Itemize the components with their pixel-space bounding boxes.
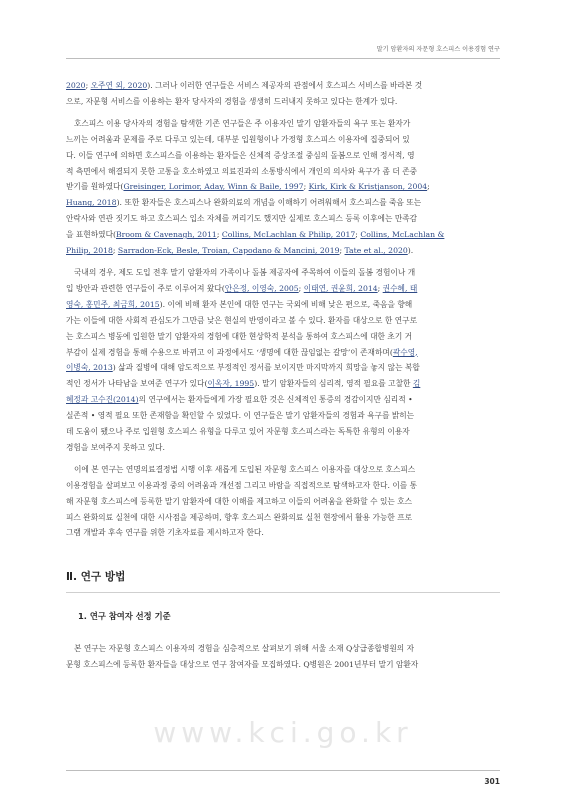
text-line (66, 116, 500, 132)
text-line (66, 345, 500, 361)
text-line (66, 478, 500, 494)
text-line (66, 243, 500, 259)
text-run: ). 그러나 이러한 연구들은 서비스 제공자의 관점에서 호스피스 서비스를 바라본 것 (147, 81, 423, 90)
citation-link[interactable]: Collins, McLachlan & Philip, 2017 (221, 230, 356, 240)
section-title-methods: Ⅱ. 연구 방법 (66, 562, 500, 593)
citation-link[interactable]: Sarradon-Eck, Besle, Troian, Capodano & Mancini, 2019 (117, 246, 340, 256)
citation-link[interactable]: 곽수영, (392, 347, 418, 357)
paragraph-3 (66, 265, 500, 456)
text-line (66, 297, 500, 313)
text-run: 다. 이들 연구에 의하면 호스피스를 이용하는 환자들은 신체적 증상조절 중심의 돌봄으로 인해 정서적, 영 (66, 150, 415, 160)
text-line (66, 510, 500, 526)
text-run: 호스피스 이용 당사자의 경험을 탐색한 기존 연구들은 주 이용자인 말기 암환자들의 욕구 또는 환자가 (74, 118, 411, 128)
text-run: ). 또한 환자들은 호스피스나 완화의료의 개념을 이해하기 어려워해서 호스피스를 죽음 또는 (116, 198, 422, 208)
citation-link[interactable]: 혜정과 고수진(2014) (66, 395, 139, 405)
text-line (66, 132, 500, 148)
text-line (66, 360, 500, 376)
text-run: 적인 정서가 나타남을 보여준 연구가 있다( (66, 379, 208, 389)
text-run: ; (427, 182, 430, 192)
text-line (66, 313, 500, 329)
text-run: ; (377, 283, 383, 293)
text-run: 을 표현하였다( (66, 230, 116, 240)
text-run: ). 이에 비해 환자 본인에 대한 연구는 국외에 비해 낮은 편으로, 죽음을 향해 (159, 299, 413, 309)
text-run: 피스 완화의료 실천에 대한 시사점을 제공하며, 향후 호스피스 완화의료 실천 현장에서 활용 가능한 프로 (66, 512, 413, 522)
citation-link[interactable]: 권수혜, 태 (382, 283, 418, 293)
text-run: 데 도움이 됐으나 주로 입원형 호스피스 유형을 다루고 있어 자문형 호스피스라는 독특한 유형의 이용자 (66, 427, 410, 437)
text-run: 입 방안과 관련한 연구들이 주로 이루어져 왔다( (66, 283, 225, 293)
text-line (66, 148, 500, 164)
text-line (66, 195, 500, 211)
text-run: 경험을 보여주지 못하고 있다. (66, 442, 165, 452)
citation-link[interactable]: 이태연, 권윤희, 2014 (303, 283, 378, 293)
text-run: 으로, 자문형 서비스를 이용하는 환자 당사자의 경험을 생생히 드러내지 못하고 있다는 한계가 있다. (66, 96, 398, 106)
text-run: 그램 개발과 후속 연구를 위한 기초자료를 제시하고자 한다. (66, 528, 264, 538)
text-line (66, 525, 500, 541)
text-line (66, 376, 500, 392)
text-line (66, 94, 500, 110)
text-line (66, 265, 500, 281)
text-run: ; (216, 230, 222, 240)
text-line (66, 227, 500, 243)
running-header: 말기 암환자의 자문형 호스피스 이용경험 연구 (376, 46, 500, 53)
text-run: 실존적 • 영적 필요 또한 존재함을 확인할 수 있었다. 이 연구들은 말기 암환자들의 경험과 욕구를 밝히는 (66, 411, 415, 421)
text-line (66, 657, 500, 673)
paragraph-5 (66, 641, 500, 673)
text-run: 느끼는 어려움과 문제를 주로 다루고 있는데, 대부분 입원형이나 가정형 호스피스 이용자에 집중되어 있 (66, 134, 410, 144)
text-run: ; (303, 182, 309, 192)
text-run: ; (112, 246, 118, 256)
text-run: 본 연구는 자문형 호스피스 이용자의 경험을 심층적으로 살펴보기 위해 서울 소재 Q상급종합병원의 자 (74, 644, 415, 654)
citation-link[interactable]: 2020 (66, 81, 86, 90)
citation-link[interactable]: Collins, McLachlan & (360, 230, 445, 240)
citation-link[interactable]: Tate et al., 2020 (344, 246, 408, 256)
subsection-title-participants: 1. 연구 참여자 선정 기준 (78, 611, 171, 622)
header-divider (66, 58, 500, 59)
text-run: ; (85, 81, 91, 90)
text-run: 받기를 원하였다( (66, 182, 124, 192)
text-run: 는 호스피스 병동에 입원한 말기 암환자의 경험에 대한 현상학적 분석을 통하여 호스피스에 대한 초기 거 (66, 331, 413, 341)
text-line (66, 424, 500, 440)
footer-divider (66, 770, 500, 771)
citation-link[interactable]: Broom & Cavenagh, 2011 (116, 230, 217, 240)
text-run: ; (339, 246, 345, 256)
text-run: 부감이 실제 경험을 통해 수용으로 바뀌고 이 과정에서도 ‘생명에 대한 끊임없는 갈망’이 존재하며( (66, 347, 393, 357)
citation-link[interactable]: 이옥자, 1995 (207, 379, 255, 389)
text-run: 이용경험을 살펴보고 이용과정 중의 어려움과 개선점 그리고 바람을 직접적으로 탐색하고자 한다. 이를 통 (66, 480, 418, 490)
paragraph-2 (66, 116, 500, 259)
text-run: ; (298, 283, 304, 293)
citation-link[interactable]: Greisinger, Lorimor, Aday, Winn & Baile, 1997 (123, 182, 304, 192)
page-body (66, 78, 500, 673)
citation-link[interactable]: 오주연 외, 2020 (90, 81, 148, 90)
text-run: 해 자문형 호스피스에 등록한 말기 암환자에 대한 이해를 제고하고 이들의 어려움을 완화할 수 있는 호스 (66, 496, 413, 506)
text-line (66, 211, 500, 227)
text-run: 안락사와 연관 짓기도 하고 호스피스 입소 자체를 꺼리기도 했지만 실제로 호스피스 등록 이후에는 만족감 (66, 214, 418, 224)
text-run: ; (355, 230, 361, 240)
text-line (66, 494, 500, 510)
text-run: 국내의 경우, 제도 도입 전후 말기 암환자의 가족이나 돌봄 제공자에 주목하여 이들의 돌봄 경험이나 개 (74, 267, 416, 277)
citation-link[interactable]: 이병숙, 2013 (66, 363, 113, 373)
text-run: ) 삶과 질병에 대해 암도적으로 부정적인 정서를 보이지만 마지막까지 희망을 놓지 않는 복합 (112, 363, 420, 373)
text-run: ). (407, 246, 414, 256)
text-line (66, 281, 500, 297)
text-line (66, 462, 500, 478)
text-line (66, 641, 500, 657)
citation-link[interactable]: Huang, 2018 (66, 198, 117, 208)
citation-link[interactable]: Philip, 2018 (66, 246, 113, 256)
text-line (66, 179, 500, 195)
text-line (66, 329, 500, 345)
text-run: 이에 본 연구는 연명의료결정법 시행 이후 새롭게 도입된 자문형 호스피스 이용자를 대상으로 호스피스 (74, 464, 416, 474)
citation-link[interactable]: 김 (412, 379, 421, 389)
text-run: 의 연구에서는 환자들에게 가장 필요한 것은 신체적인 통증의 경감이지만 심리적 • (138, 395, 413, 405)
page-number: 301 (484, 777, 500, 786)
citation-link[interactable]: 영숙, 홍민주, 최금희, 2015 (66, 299, 160, 309)
kci-watermark: www.kci.go.kr (153, 716, 413, 749)
text-run: 적 측면에서 해결되지 못한 고통을 호소하였고 의료진과의 소통방식에서 개인의 의사와 욕구가 좀 더 존중 (66, 166, 418, 176)
text-run: 가는 이들에 대한 사회적 관심도가 그만큼 낮은 현실의 반영이라고 볼 수 있다. 환자를 대상으로 한 연구로 (66, 315, 417, 325)
citation-link[interactable]: 안은정, 이영숙, 2005 (224, 283, 299, 293)
text-line (66, 164, 500, 180)
text-run: 문형 호스피스에 등록한 환자들을 대상으로 연구 참여자를 모집하였다. Q병원은 2001년부터 말기 암환자 (66, 660, 419, 670)
text-line (66, 440, 500, 456)
paragraph-1 (66, 78, 500, 110)
text-line (66, 408, 500, 424)
text-run: ). 말기 암환자들의 심리적, 영적 필요를 고찰한 (254, 379, 413, 389)
citation-link[interactable]: Kirk, Kirk & Kristjanson, 2004 (308, 182, 428, 192)
paragraph-4 (66, 462, 500, 542)
text-line (66, 78, 500, 94)
text-line (66, 392, 500, 408)
